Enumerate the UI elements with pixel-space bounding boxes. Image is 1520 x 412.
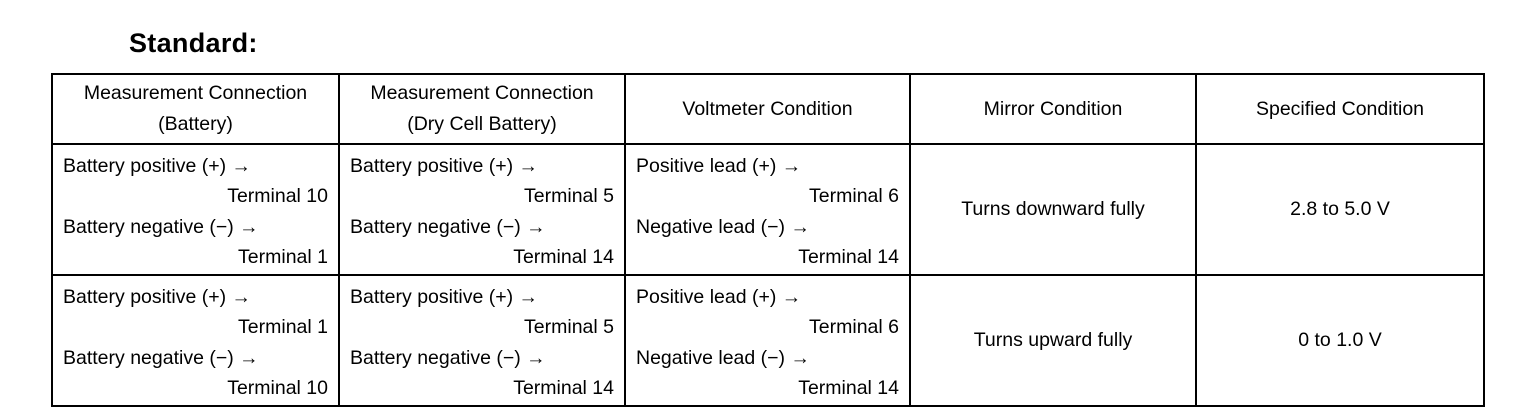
connection-line: Battery positive (+) → bbox=[63, 154, 252, 177]
terminal-line: Terminal 14 bbox=[798, 377, 899, 399]
header-line: (Dry Cell Battery) bbox=[407, 113, 557, 135]
header-mirror-condition: Mirror Condition bbox=[910, 74, 1196, 144]
cell-specified-condition: 2.8 to 5.0 V bbox=[1196, 144, 1484, 275]
connection-line: Battery positive (+) → bbox=[350, 154, 539, 177]
connection-line: Negative lead (−) → bbox=[636, 346, 810, 369]
terminal-line: Terminal 6 bbox=[809, 316, 899, 338]
table-row bbox=[52, 144, 1484, 275]
cell-battery-connection bbox=[52, 144, 339, 275]
specification-table bbox=[51, 73, 1485, 407]
header-specified-condition: Specified Condition bbox=[1196, 74, 1484, 144]
terminal-line: Terminal 5 bbox=[524, 185, 614, 207]
header-line: (Battery) bbox=[158, 113, 233, 135]
table-row bbox=[52, 275, 1484, 406]
connection-line: Battery negative (−) → bbox=[63, 346, 259, 369]
cell-mirror-condition: Turns upward fully bbox=[910, 275, 1196, 406]
connection-line: Positive lead (+) → bbox=[636, 285, 802, 308]
header-measurement-dry-cell bbox=[339, 74, 625, 144]
cell-dry-cell-connection bbox=[339, 144, 625, 275]
header-line: Measurement Connection bbox=[83, 82, 308, 104]
terminal-line: Terminal 14 bbox=[798, 246, 899, 268]
header-voltmeter-condition: Voltmeter Condition bbox=[625, 74, 910, 144]
cell-dry-cell-connection bbox=[339, 275, 625, 406]
connection-line: Battery negative (−) → bbox=[350, 346, 546, 369]
connection-line: Negative lead (−) → bbox=[636, 215, 810, 238]
cell-voltmeter-condition bbox=[625, 275, 910, 406]
header-line: Measurement Connection bbox=[370, 82, 594, 104]
connection-line: Battery negative (−) → bbox=[350, 215, 546, 238]
terminal-line: Terminal 14 bbox=[513, 377, 614, 399]
terminal-line: Terminal 6 bbox=[809, 185, 899, 207]
connection-line: Positive lead (+) → bbox=[636, 154, 802, 177]
terminal-line: Terminal 10 bbox=[227, 377, 328, 399]
terminal-line: Terminal 1 bbox=[238, 316, 328, 338]
cell-specified-condition: 0 to 1.0 V bbox=[1196, 275, 1484, 406]
connection-line: Battery positive (+) → bbox=[63, 285, 252, 308]
section-heading: Standard: bbox=[129, 28, 258, 58]
cell-voltmeter-condition bbox=[625, 144, 910, 275]
connection-line: Battery positive (+) → bbox=[350, 285, 539, 308]
terminal-line: Terminal 1 bbox=[238, 246, 328, 268]
terminal-line: Terminal 10 bbox=[227, 185, 328, 207]
header-measurement-battery bbox=[52, 74, 339, 144]
cell-battery-connection bbox=[52, 275, 339, 406]
terminal-line: Terminal 5 bbox=[524, 316, 614, 338]
connection-line: Battery negative (−) → bbox=[63, 215, 259, 238]
terminal-line: Terminal 14 bbox=[513, 246, 614, 268]
cell-mirror-condition: Turns downward fully bbox=[910, 144, 1196, 275]
table-header-row bbox=[52, 74, 1484, 144]
